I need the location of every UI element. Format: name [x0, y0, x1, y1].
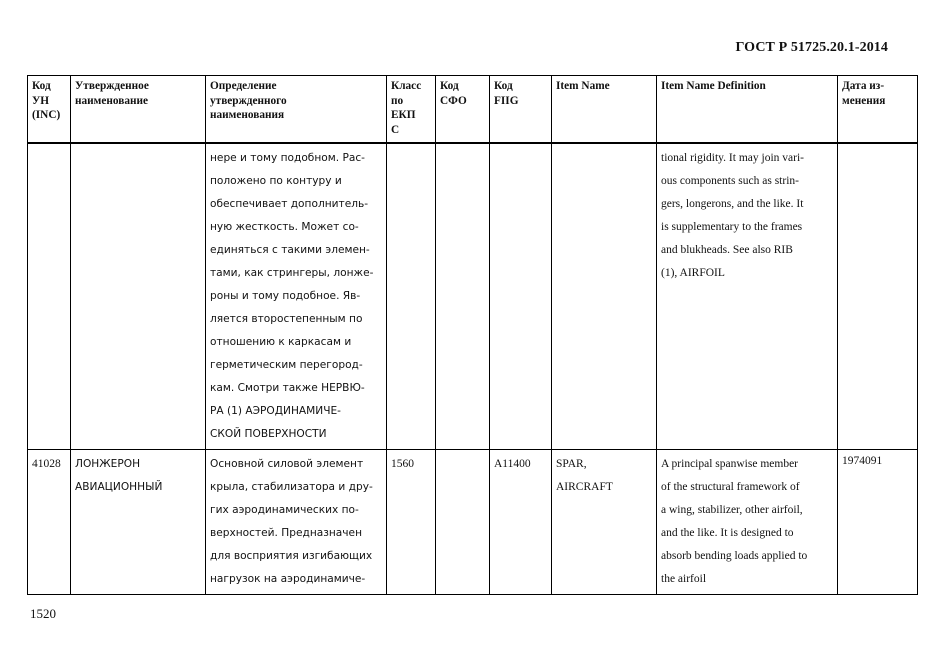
text-line: нере и тому подобном. Рас-	[210, 152, 365, 164]
text-line: кам. Смотри также НЕРВЮ-	[210, 382, 365, 394]
text-line: СКОЙ ПОВЕРХНОСТИ	[210, 428, 327, 440]
cell-item-definition	[657, 143, 838, 450]
text-line: роны и тому подобное. Яв-	[210, 290, 361, 302]
text-line: Класс	[391, 80, 422, 92]
cell-class	[387, 143, 436, 450]
cell-approved-name	[71, 450, 206, 595]
text-line: and the like. It is designed to	[661, 527, 794, 539]
text-line: and blukheads. See also RIB	[661, 244, 793, 256]
text-line: ляется второстепенным по	[210, 313, 363, 325]
page-number: 1520	[30, 606, 56, 621]
text-line: A principal spanwise member	[661, 458, 799, 470]
standard-id: ГОСТ Р 51725.20.1-2014	[735, 40, 888, 55]
text-line: герметическим перегород-	[210, 359, 363, 371]
text-line: крыла, стабилизатора и дру-	[210, 481, 373, 493]
cell-fiig: A11400	[490, 450, 552, 595]
text-line: ЕКП	[391, 109, 416, 121]
text-line: наименования	[210, 109, 285, 121]
text-line: SPAR,	[556, 458, 587, 470]
text-line: РА (1) АЭРОДИНАМИЧЕ-	[210, 405, 342, 417]
text-line: the airfoil	[661, 573, 707, 585]
text-line: a wing, stabilizer, other airfoil,	[661, 504, 803, 516]
text-line: менения	[842, 94, 886, 107]
cell-inc: 41028	[28, 450, 71, 595]
text-line: (1), AIRFOIL	[661, 267, 725, 279]
table-header-row	[28, 76, 918, 144]
text-line: верхностей. Предназначен	[210, 527, 363, 539]
text-line: absorb bending loads applied to	[661, 550, 808, 562]
col-header-sfo	[436, 76, 490, 144]
text-line: gers, longerons, and the like. It	[661, 198, 804, 210]
col-header-inc	[28, 76, 71, 144]
text-line: ous components such as strin-	[661, 175, 799, 187]
table-row	[28, 450, 918, 595]
text-line: Утвержденное	[75, 80, 149, 92]
text-line: по	[391, 94, 404, 107]
text-line: Дата из-	[842, 80, 885, 92]
text-line: AIRCRAFT	[556, 481, 613, 493]
text-line: тами, как стрингеры, лонже-	[210, 267, 374, 279]
cell-change-date: 1974091	[838, 450, 918, 595]
cell-fiig	[490, 143, 552, 450]
cell-class: 1560	[387, 450, 436, 595]
text-line: Определение	[210, 80, 277, 92]
catalog-table	[27, 75, 918, 595]
text-line: FIIG	[494, 94, 519, 107]
text-line: Код	[32, 80, 51, 92]
text-line: наименование	[75, 94, 149, 107]
cell-item-definition	[657, 450, 838, 595]
cell-definition	[206, 450, 387, 595]
cell-change-date	[838, 143, 918, 450]
text-line: обеспечивает дополнитель-	[210, 198, 369, 210]
col-header-definition	[206, 76, 387, 144]
text-line: ную жесткость. Может со-	[210, 221, 359, 233]
cell-definition	[206, 143, 387, 450]
cell-item-name	[552, 450, 657, 595]
cell-inc	[28, 143, 71, 450]
cell-approved-name	[71, 143, 206, 450]
text-line: ЛОНЖЕРОН	[75, 458, 141, 470]
text-line: С	[391, 123, 400, 136]
table-row	[28, 143, 918, 450]
cell-sfo	[436, 450, 490, 595]
text-line: Item Name Definition	[661, 80, 766, 92]
text-line: Item Name	[556, 80, 610, 92]
text-line: нагрузок на аэродинамиче-	[210, 573, 366, 585]
text-line: АВИАЦИОННЫЙ	[75, 481, 163, 493]
text-line: is supplementary to the frames	[661, 221, 803, 233]
cell-item-name	[552, 143, 657, 450]
text-line: гих аэродинамических по-	[210, 504, 359, 516]
col-header-item-name	[552, 76, 657, 144]
text-line: Код	[494, 80, 513, 92]
col-header-approved-name	[71, 76, 206, 144]
col-header-item-definition	[657, 76, 838, 144]
text-line: утвержденного	[210, 94, 287, 107]
text-line: отношению к каркасам и	[210, 336, 352, 348]
text-line: (INC)	[32, 109, 61, 121]
text-line: Основной силовой элемент	[210, 458, 364, 470]
col-header-class	[387, 76, 436, 144]
text-line: для восприятия изгибающих	[210, 550, 373, 562]
cell-sfo	[436, 143, 490, 450]
text-line: положено по контуру и	[210, 175, 342, 187]
col-header-fiig	[490, 76, 552, 144]
col-header-change-date	[838, 76, 918, 144]
text-line: УН	[32, 94, 50, 107]
text-line: единяться с такими элемен-	[210, 244, 370, 256]
text-line: Код	[440, 80, 459, 92]
text-line: of the structural framework of	[661, 481, 800, 493]
text-line: tional rigidity. It may join vari-	[661, 152, 804, 164]
text-line: СФО	[440, 94, 467, 107]
